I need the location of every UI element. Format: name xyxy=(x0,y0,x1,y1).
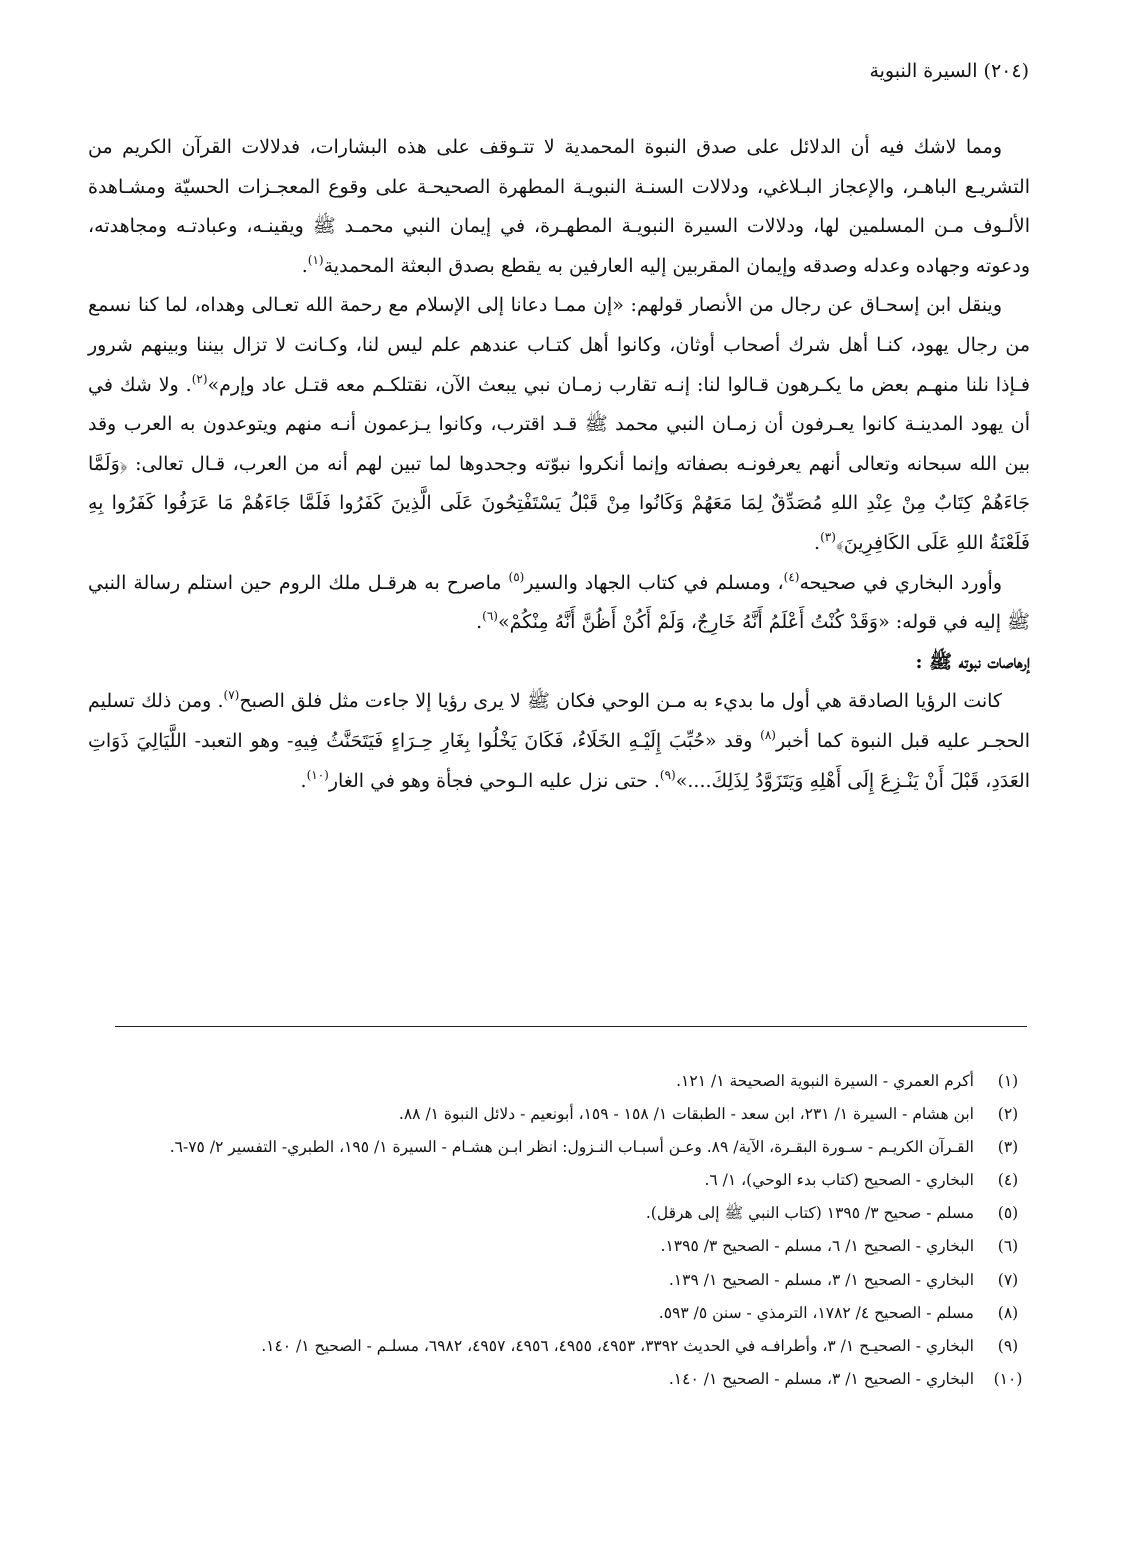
footnote-text: البخاري - الصحيـح ١/ ٣، وأطرافـه في الحديث ٣٣٩٢، ٤٩٥٣، ٤٩٥٥، ٤٩٥٦، ٤٩٥٧، ٦٩٨٢، مسلـم - الصحيح ١/ ١٤٠. xyxy=(261,1336,974,1355)
footnote-5 xyxy=(88,1198,1030,1229)
footnote-number: (٢) xyxy=(997,1105,1019,1124)
footnote-text: البخاري - الصحيح ١/ ٦، مسلم - الصحيح ٣/ ١٣٩٥. xyxy=(660,1237,974,1256)
running-header: (٢٠٤) السيرة النبوية xyxy=(869,60,1029,82)
footnote-text: مسلم - الصحيح ٤/ ١٧٨٢، الترمذي - سنن ٥/ ٥٩٣. xyxy=(658,1303,974,1322)
footnote-ref-1: (١) xyxy=(307,252,324,267)
footnote-2 xyxy=(88,1099,1030,1130)
footnote-ref-10: (١٠) xyxy=(306,767,329,782)
paragraph-text: . ولا شك في أن يهود المدينـة كانوا يعـرفون أن زمـان النبي محمد ﷺ قـد اقترب، وكانوا يـزعمون أنـه منهم ويتوعدون به العرب وقد بين الله سبحانه وتعالى أنهم يعرفونـه بصفاته وإنما أنكروا نبوّته وجحدوها لما تبين لهم أنه من العرب، قـال تعالى: ﴿وَلَمَّا جَاءَهُمْ كِتَابٌ مِنْ عِنْدِ اللهِ مُصَدِّقٌ لِمَا مَعَهُمْ وَكَانُوا مِنْ قَبْلُ يَسْتَفْتِحُونَ عَلَى الَّذِينَ كَفَرُوا فَلَمَّا جَاءَهُمْ مَا عَرَفُوا كَفَرُوا بِهِ فَلَعْنَةُ اللهِ عَلَى الكَافِرِينَ﴾ xyxy=(88,373,1030,554)
paragraph-1 xyxy=(88,128,1030,286)
footnote-ref-4: (٤) xyxy=(783,569,800,584)
footnote-number: (٧) xyxy=(997,1270,1019,1289)
footnote-divider xyxy=(115,1026,1027,1027)
footnote-4 xyxy=(88,1165,1030,1196)
footnote-text: البخاري - الصحيح ١/ ٣، مسلم - الصحيح ١/ ١٣٩. xyxy=(668,1270,974,1289)
footnote-9 xyxy=(88,1331,1030,1362)
paragraph-text: ومما لاشك فيه أن الدلائل على صدق النبوة المحمدية لا تتـوقف على هذه البشارات، فدلالات القرآن الكريم من التشريـع الباهـر، والإعجاز البـلاغي، ودلالات السنـة النبويـة المطهرة الصحيحـة على وقوع المعجـزات الحسيّة ومشـاهدة الألـوف مـن المسلمين لها، ودلالات السيرة النبويـة المطهـرة، في إيمان النبي محمـد ﷺ ويقينـه، وعبادتـه ومجاهدته، ودعوته وجهاده وعدله وصدقه وإيمان المقربين إليه العارفين به يقطع بصدق البعثة المحمدية xyxy=(88,136,1030,277)
footnote-1 xyxy=(88,1066,1030,1097)
footnote-text: ابن هشام - السيرة ١/ ٢٣١، ابن سعد - الطبقات ١/ ١٥٨ - ١٥٩، أبونعيم - دلائل النبوة ١/ ٨٨. xyxy=(398,1105,974,1124)
main-text xyxy=(88,128,1030,801)
footnote-text: البخاري - الصحيح ١/ ٣، مسلم - الصحيح ١/ ١٤٠. xyxy=(668,1369,974,1388)
footnote-text: مسلم - صحيح ٣/ ١٣٩٥ (كتاب النبي ﷺ إلى هرقل). xyxy=(645,1204,974,1223)
paragraph-text: وينقل ابن إسحـاق عن رجال من الأنصار قولهم: «إن ممـا دعانا إلى الإسلام مع رحمة الله تعـالى وهداه، لما كنا نسمع من رجال يهود، كنـا أهل شرك أصحاب أوثان، وكانوا أهل كتـاب عندهم علم ليس لنا، وكـانت لا تزال بيننا وبينهم شرور فـإذا نلنا منهـم بعض ما يكـرهون قـالوا لنا: إنـه تقارب زمـان نبي يبعث الآن، نقتلكـم معه قتـل عاد وإرم» xyxy=(88,294,1030,396)
paragraph-text: كانت الرؤيا الصادقة هي أول ما بديء به مـن الوحي فكان ﷺ لا يرى رؤيا إلا جاءت مثل فلق الصبح xyxy=(239,690,1002,713)
paragraph-text: . ومن ذلك تسليم الحجـر عليه قبل النبوة كما أخبر xyxy=(88,690,1030,752)
footnote-number: (٣) xyxy=(997,1138,1019,1157)
footnote-text: أكرم العمري - السيرة النبوية الصحيحة ١/ ١٢١. xyxy=(676,1072,974,1090)
paragraph-2 xyxy=(88,286,1030,563)
footnote-number: (٥) xyxy=(997,1204,1019,1223)
paragraph-text: ماصرح به هرقـل ملك الروم حين استلم رسالة النبي ﷺ إليه في قوله: «وَقَدْ كُنْتُ أَعْلَمُ أَنَّهُ خَارِجٌ، وَلَمْ أَكُنْ أَظُنَّ أَنَّهُ مِنْكُمْ» xyxy=(88,571,1030,634)
footnote-ref-3: (٣) xyxy=(820,529,836,544)
footnote-ref-6: (٦) xyxy=(482,609,498,624)
punctuation: . xyxy=(476,611,483,634)
footnote-7 xyxy=(88,1265,1030,1296)
footnote-text: القـرآن الكريـم - سـورة البقـرة، الآية/ ٨٩. وعـن أسبـاب النـزول: انظر ابـن هشـام - السيرة ١/ ١٩٥، الطبري- التفسير ٢/ ٧٥-٦. xyxy=(169,1138,974,1157)
paragraph-4 xyxy=(88,682,1030,801)
paragraph-text: وقد «حُبِّبَ إِلَيْـهِ الخَلَاءُ، فَكَانَ يَخْلُوا بِغَارِ حِـرَاءٍ فَيَتَحَنَّثُ فِيهِ- وهو التعبد- اللَّيَالِيَ ذَوَاتِ العَدَدِ، قَبْلَ أَنْ يَنْـزِعَ إِلَى أَهْلِهِ وَيَتَزَوَّدُ لِذَلِكَ....» xyxy=(88,729,1030,792)
footnote-3 xyxy=(88,1132,1030,1163)
section-heading: إرهاصات نبوته ﷺ : xyxy=(915,650,1030,673)
footnote-number: (١٠) xyxy=(993,1369,1023,1388)
footnote-ref-8: (٨) xyxy=(760,727,776,742)
footnote-8 xyxy=(88,1298,1030,1329)
paragraph-text: . حتى نزل عليه الـوحي فجأة وهو في الغار xyxy=(328,769,660,792)
paragraph-text: وأورد البخاري في صحيحه xyxy=(799,571,1002,594)
footnote-ref-5: (٥) xyxy=(508,569,525,584)
footnote-number: (٤) xyxy=(997,1171,1019,1190)
footnote-6 xyxy=(88,1231,1030,1262)
punctuation: . xyxy=(301,254,308,277)
punctuation: . xyxy=(814,531,821,554)
footnote-ref-7: (٧) xyxy=(223,688,240,703)
footnote-number: (٨) xyxy=(997,1303,1019,1322)
footnote-ref-2: (٢) xyxy=(191,371,208,386)
footnote-number: (٩) xyxy=(997,1336,1019,1355)
footnote-ref-9: (٩) xyxy=(659,767,676,782)
footnotes xyxy=(88,1066,1030,1397)
footnote-number: (٦) xyxy=(997,1237,1019,1256)
footnote-text: البخاري - الصحيح (كتاب بدء الوحي)، ١/ ٦. xyxy=(704,1171,974,1190)
punctuation: . xyxy=(300,769,307,792)
footnote-10 xyxy=(88,1364,1030,1395)
paragraph-3 xyxy=(88,564,1030,643)
footnote-number: (١) xyxy=(997,1072,1019,1090)
paragraph-text: ، ومسلم في كتاب الجهاد والسير xyxy=(524,571,784,594)
